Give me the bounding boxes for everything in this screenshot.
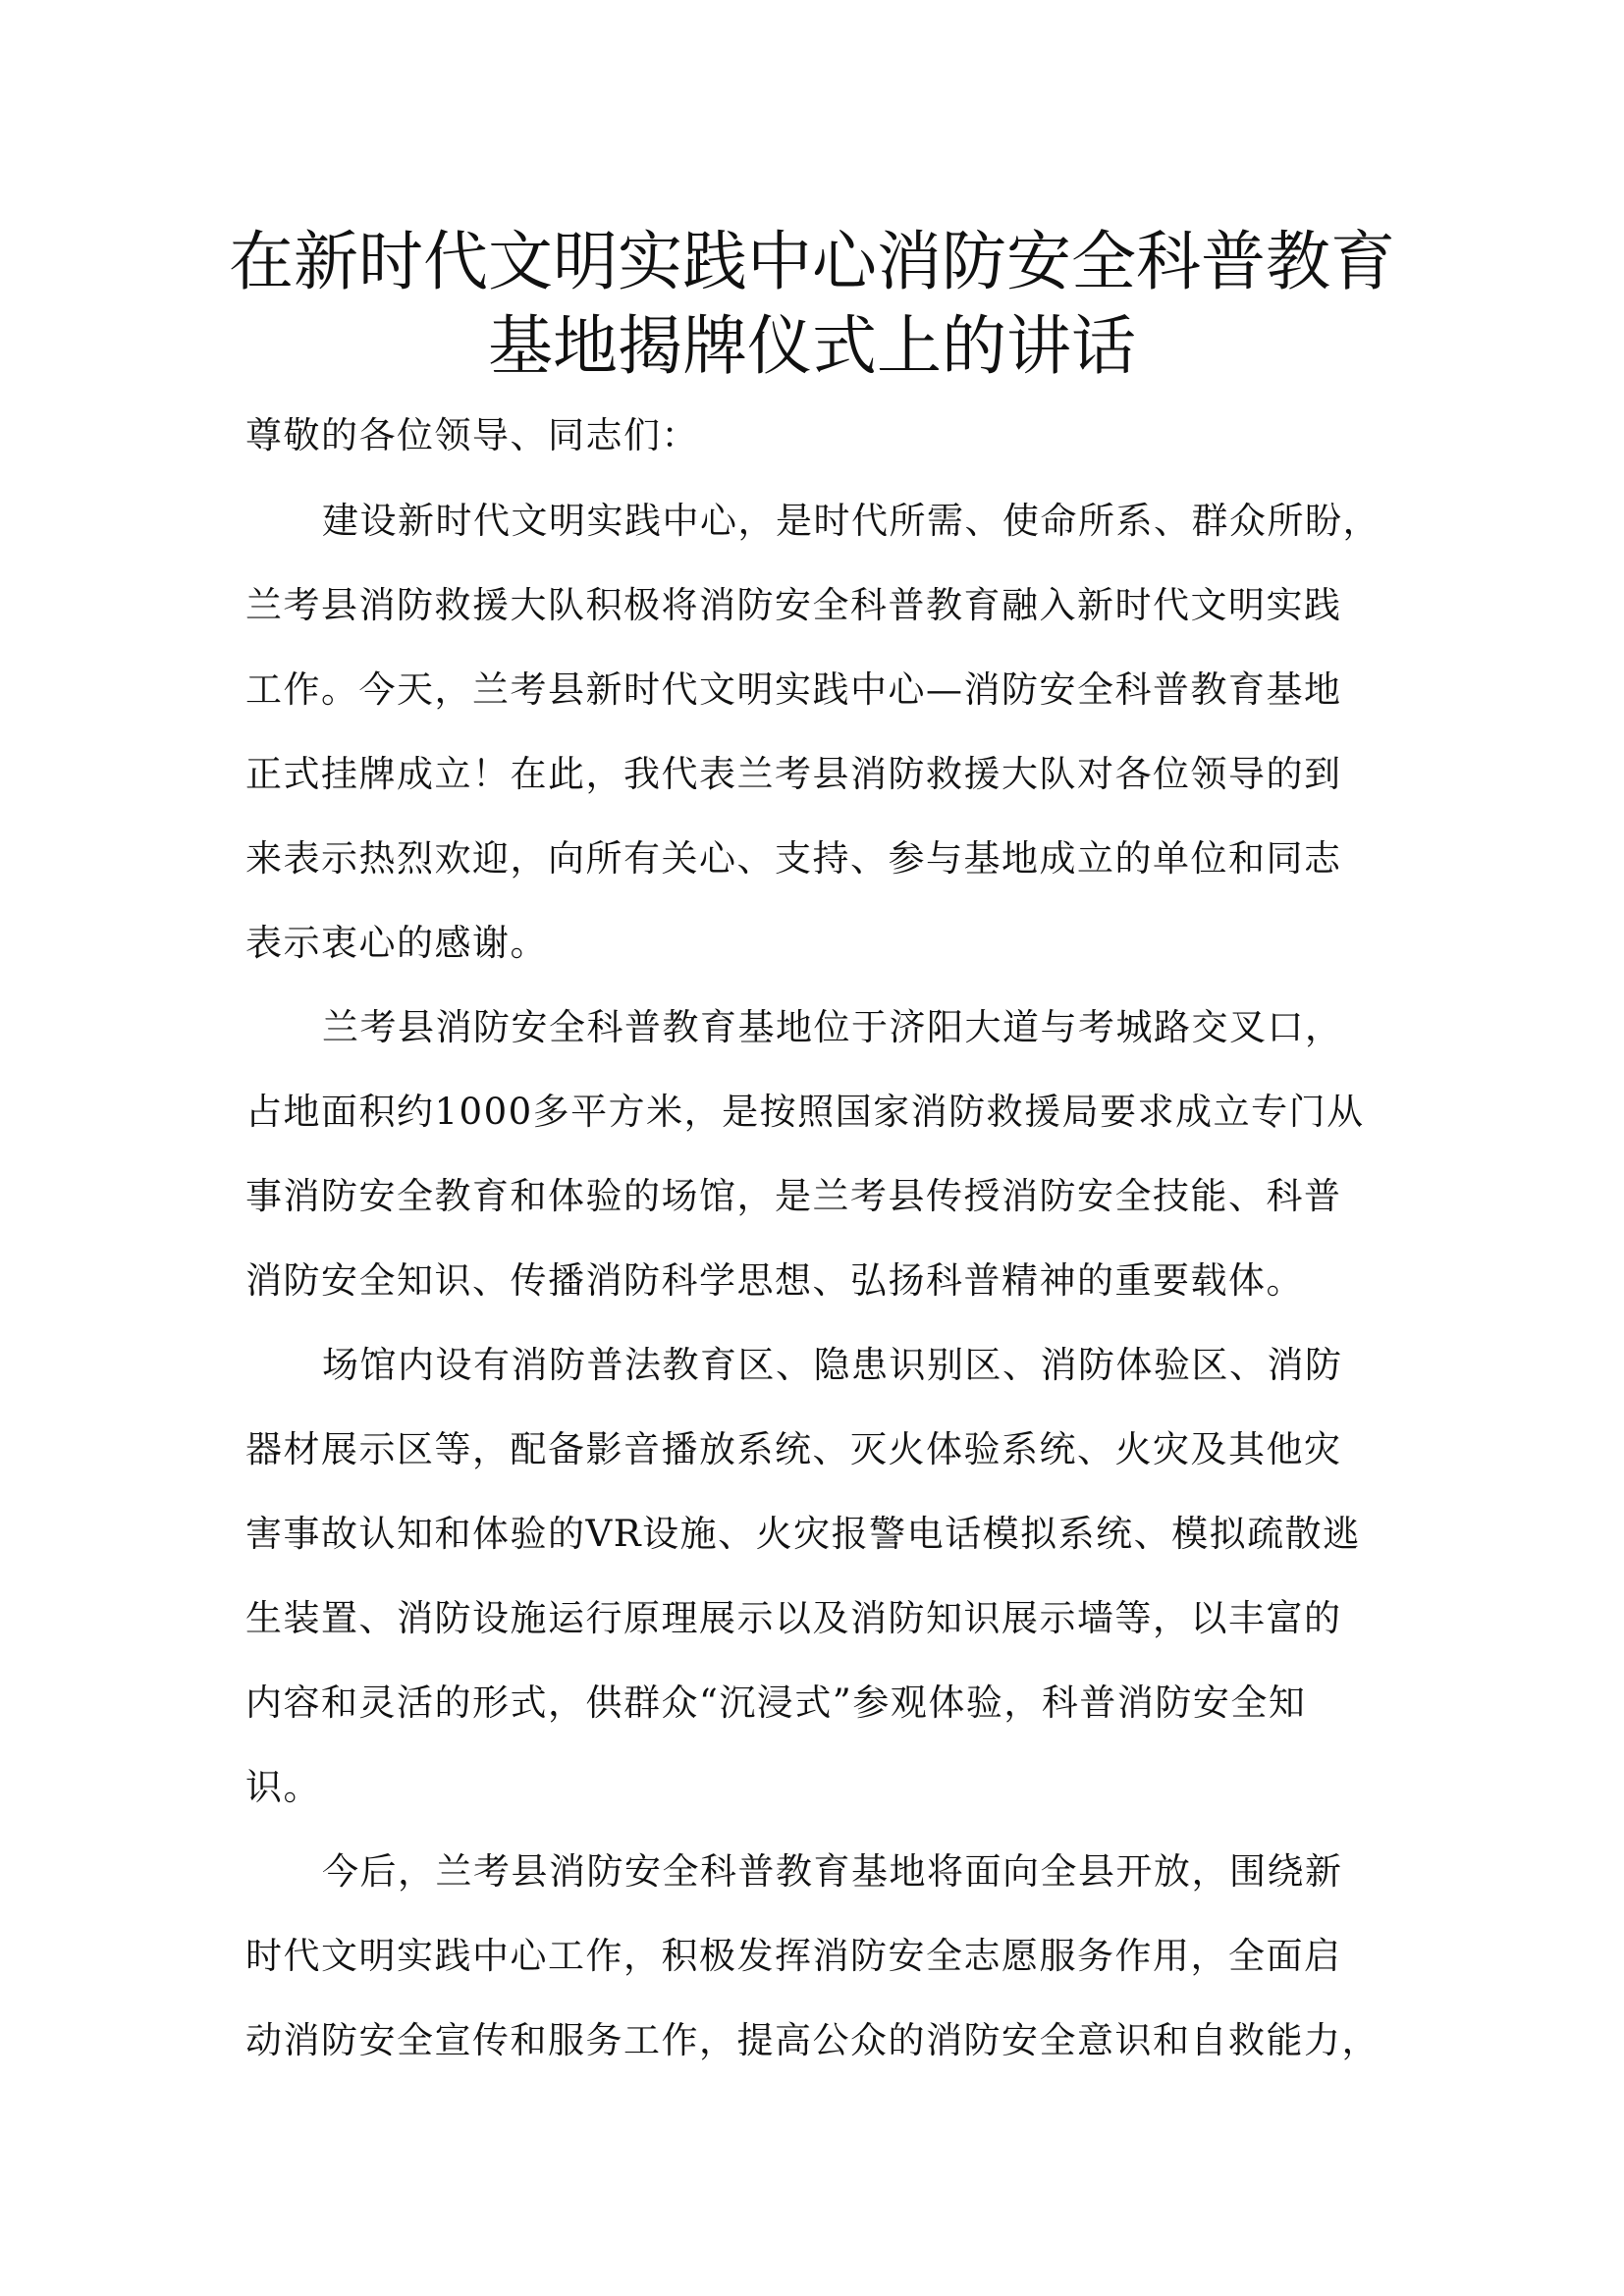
paragraph-2-line-4: 消防安全知识、传播消防科学思想、弘扬科普精神的重要载体。 <box>245 1259 1304 1302</box>
paragraph-2-line-3: 事消防安全教育和体验的场馆，是兰考县传授消防安全技能、科普 <box>245 1175 1342 1217</box>
paragraph-1-line-3: 工作。今天，兰考县新时代文明实践中心—消防安全科普教育基地 <box>245 668 1342 711</box>
paragraph-3-line-1: 场馆内设有消防普法教育区、隐患识别区、消防体验区、消防 <box>322 1344 1343 1386</box>
paragraph-3-line-6: 识。 <box>245 1766 321 1808</box>
paragraph-4-line-1: 今后，兰考县消防安全科普教育基地将面向全县开放，围绕新 <box>322 1850 1343 1893</box>
paragraph-1-line-2: 兰考县消防救援大队积极将消防安全科普教育融入新时代文明实践 <box>245 584 1342 626</box>
document-title-line-2: 基地揭牌仪式上的讲话 <box>488 308 1136 384</box>
paragraph-4-line-2: 时代文明实践中心工作，积极发挥消防安全志愿服务作用，全面启 <box>245 1935 1342 1977</box>
paragraph-3-line-4: 生装置、消防设施运行原理展示以及消防知识展示墙等，以丰富的 <box>245 1597 1342 1639</box>
document-title-line-1: 在新时代文明实践中心消防安全科普教育 <box>229 224 1395 299</box>
paragraph-2-line-1: 兰考县消防安全科普教育基地位于济阳大道与考城路交叉口， <box>322 1006 1343 1048</box>
paragraph-2-line-2: 占地面积约1000多平方米，是按照国家消防救援局要求成立专门从 <box>245 1091 1365 1133</box>
paragraph-1-line-4: 正式挂牌成立！在此，我代表兰考县消防救援大队对各位领导的到 <box>245 753 1342 795</box>
paragraph-1-line-1: 建设新时代文明实践中心，是时代所需、使命所系、群众所盼， <box>322 500 1380 542</box>
paragraph-4-line-3: 动消防安全宣传和服务工作，提高公众的消防安全意识和自救能力， <box>245 2019 1380 2061</box>
paragraph-3-line-2: 器材展示区等，配备影音播放系统、灭火体验系统、火灾及其他灾 <box>245 1428 1342 1470</box>
paragraph-3-line-5: 内容和灵活的形式，供群众“沉浸式”参观体验，科普消防安全知 <box>245 1682 1307 1724</box>
paragraph-1-line-5: 来表示热烈欢迎，向所有关心、支持、参与基地成立的单位和同志 <box>245 837 1342 880</box>
salutation: 尊敬的各位领导、同志们： <box>245 414 699 456</box>
paragraph-3-line-3: 害事故认知和体验的VR设施、火灾报警电话模拟系统、模拟疏散逃 <box>245 1513 1361 1555</box>
paragraph-1-line-6: 表示衷心的感谢。 <box>245 922 548 964</box>
